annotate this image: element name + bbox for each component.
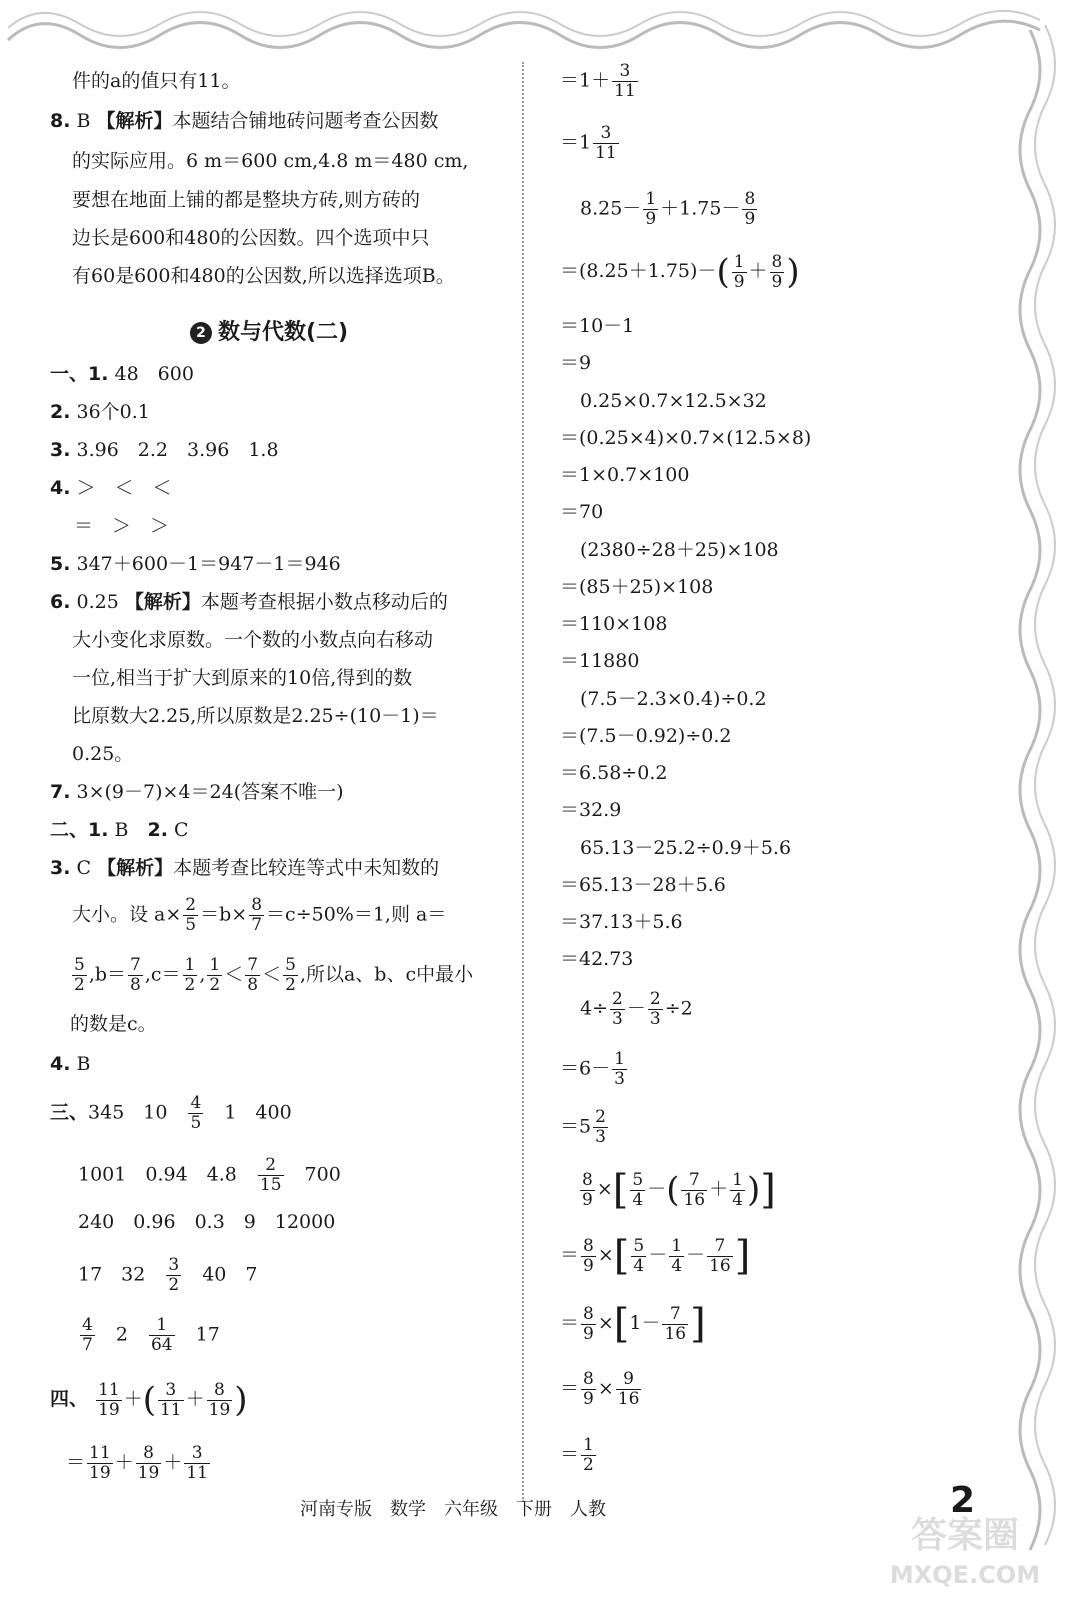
numerator: 1: [583, 1435, 594, 1455]
text: ＝1＋: [560, 69, 611, 92]
denominator: 4: [732, 1189, 743, 1210]
calc-line: (7.5－2.3×0.4)÷0.2: [580, 688, 767, 710]
text-line: 边长是600和480的公因数。四个选项中只: [72, 227, 430, 249]
q-number: 4.: [50, 477, 71, 499]
q-number: 6.: [50, 591, 71, 613]
operator: ＋: [163, 1451, 183, 1474]
denominator: 8: [130, 975, 141, 995]
numerator: 1: [184, 955, 196, 975]
answer-line: [50, 778, 344, 806]
calc-line: [560, 1436, 598, 1475]
section-number-badge: 2: [190, 322, 212, 344]
denominator: 9: [582, 1189, 593, 1210]
fraction: [662, 1305, 688, 1344]
calc-line: (2380÷28＋25)×108: [580, 539, 779, 561]
text-line: 比原数大2.25,所以原数是2.25÷(10－1)＝: [72, 705, 439, 727]
fraction: [87, 1444, 113, 1483]
operator: ＋: [114, 1451, 134, 1474]
numerator: 2: [612, 989, 623, 1009]
denominator: 9: [771, 271, 783, 292]
q-number: 三、: [50, 1101, 89, 1124]
numerator: 7: [130, 955, 141, 975]
operator: ＋: [185, 1388, 205, 1410]
denominator: 2: [583, 1455, 594, 1475]
denominator: 3: [612, 1009, 623, 1029]
fraction: [612, 62, 638, 101]
fraction: [681, 1171, 707, 1210]
denominator: 11: [614, 81, 636, 101]
answer: B: [114, 819, 129, 841]
numerator: 3: [593, 124, 619, 144]
bracket: [: [613, 1301, 630, 1347]
denominator: 4: [632, 1189, 644, 1210]
answer-line: [50, 436, 279, 464]
text: ＝b×: [200, 903, 248, 926]
operator: ＝: [560, 1312, 580, 1334]
q-number: 3.: [50, 857, 71, 879]
numerator: 8: [583, 1303, 594, 1324]
calc-line: 0.25×0.7×12.5×32: [580, 390, 767, 412]
bracket: ]: [760, 1167, 776, 1213]
fraction: [742, 190, 757, 229]
denominator: 4: [633, 1255, 645, 1276]
operator: ×: [597, 1377, 614, 1400]
fraction: [183, 896, 198, 935]
answer-line: [78, 1256, 257, 1295]
analysis-tag: 【解析】: [97, 857, 174, 879]
denominator: 19: [98, 1399, 120, 1420]
text: ,c＝: [144, 963, 181, 986]
denominator: 11: [595, 143, 617, 163]
analysis-tag: 【解析】: [124, 591, 201, 613]
calc-line: ＝42.73: [560, 948, 634, 970]
analysis-tag: 【解析】: [96, 110, 173, 132]
answer-line: ＝ ＞ ＞: [74, 515, 170, 537]
answer: 17: [195, 1323, 220, 1346]
denominator: 4: [671, 1255, 683, 1276]
numerator: 7: [707, 1237, 733, 1257]
denominator: 11: [159, 1399, 182, 1420]
paren: (: [716, 252, 730, 292]
calc-line: [578, 1168, 776, 1212]
numerator: 8: [744, 189, 756, 209]
denominator: 16: [709, 1255, 731, 1276]
denominator: 11: [186, 1463, 208, 1483]
numerator: 4: [190, 1093, 202, 1113]
denominator: 5: [185, 915, 197, 935]
text: 4÷: [580, 997, 609, 1020]
fraction: [183, 956, 198, 995]
paren: ): [746, 1170, 761, 1210]
numerator: 7: [247, 955, 259, 975]
calc-line: ＝11880: [560, 650, 640, 672]
calc-line: [560, 1370, 643, 1409]
text-line: 大小变化求原数。一个数的小数点向右移动: [72, 629, 434, 651]
answer-line: [50, 398, 150, 426]
text: ,b＝: [88, 963, 127, 986]
bracket: ]: [734, 1233, 751, 1279]
text-line: 的实际应用。6 m＝600 cm,4.8 m＝480 cm,: [72, 150, 469, 172]
q-number: 4.: [50, 1053, 71, 1075]
numerator: 3: [158, 1381, 184, 1401]
fraction: [631, 1237, 646, 1276]
text-line: [70, 956, 473, 995]
fraction: [166, 1256, 181, 1295]
operator: ＝: [560, 1377, 580, 1400]
q-number: 2.: [50, 401, 71, 423]
calc-line: ＝65.13－28＋5.6: [560, 874, 726, 896]
answer: 0.25: [76, 591, 119, 613]
answer: 347＋600－1＝947－1＝946: [76, 553, 341, 575]
numerator: 2: [258, 1156, 284, 1176]
calc-line: [560, 124, 621, 163]
denominator: 3: [614, 1069, 625, 1089]
answer: B: [76, 110, 91, 132]
text: 大小。设 a×: [72, 903, 182, 926]
answer: 36个0.1: [76, 401, 150, 423]
denominator: 8: [247, 975, 259, 995]
text: ＝6－: [560, 1057, 611, 1080]
denominator: 2: [285, 975, 296, 995]
denominator: 19: [137, 1463, 160, 1483]
fraction: [184, 1444, 210, 1483]
operator: ＋: [748, 260, 768, 282]
answer-line: [66, 1444, 212, 1483]
section-heading: [190, 318, 348, 348]
watermark-domain: MXQE.COM: [889, 1561, 1041, 1589]
q8-line: [50, 107, 439, 135]
calc-line: [560, 1050, 629, 1089]
text: ,所以a、b、c中最小: [299, 963, 474, 986]
text: ＝c÷50%＝1,则 a＝: [266, 903, 447, 926]
text: ＋1.75－: [660, 197, 741, 220]
operator: ×: [596, 1178, 613, 1200]
fraction: [580, 1171, 595, 1210]
numerator: 8: [582, 1169, 593, 1190]
answer: C: [173, 819, 189, 841]
answer-line: [50, 1050, 90, 1078]
fraction: [581, 1305, 596, 1344]
numerator: 8: [207, 1381, 233, 1401]
paren: (: [666, 1170, 680, 1210]
fraction: [128, 956, 143, 995]
fraction: [188, 1094, 203, 1133]
text: ＝(8.25＋1.75)－: [560, 260, 717, 282]
q-number: 3.: [50, 439, 71, 461]
denominator: 16: [664, 1323, 687, 1344]
text-line: 件的a的值只有11。: [72, 70, 241, 92]
fraction: [96, 1381, 122, 1420]
fraction: [283, 956, 298, 995]
denominator: 9: [744, 209, 756, 229]
denominator: 2: [209, 975, 221, 995]
denominator: 7: [82, 1335, 93, 1355]
fraction: [80, 1316, 95, 1355]
denominator: 2: [184, 975, 196, 995]
calc-line: ＝70: [560, 501, 604, 523]
numerator: 1: [614, 1049, 625, 1069]
calc-line: [560, 62, 640, 101]
text: 8.25－: [580, 197, 642, 220]
section-title: 数与代数(二): [218, 320, 349, 345]
numerator: 3: [612, 62, 638, 82]
fraction: [245, 956, 260, 995]
column-divider: [522, 62, 524, 1502]
answer: B: [76, 1053, 91, 1075]
page-footer: 河南专版 数学 六年级 下册 人教: [300, 1499, 606, 1520]
fraction: [616, 1370, 642, 1409]
fraction: [648, 990, 663, 1029]
q-number: 8.: [50, 110, 71, 132]
fraction: [581, 1237, 596, 1276]
denominator: 9: [583, 1323, 594, 1344]
fraction: [612, 1050, 627, 1089]
answer: C: [76, 857, 92, 879]
numerator: 5: [633, 1235, 645, 1256]
fraction: [669, 1237, 684, 1276]
text-line: 有60是600和480的公因数,所以选择选项B。: [72, 265, 455, 287]
numerator: 1: [732, 1169, 743, 1190]
calc-line: ＝32.9: [560, 799, 622, 821]
denominator: 16: [617, 1389, 640, 1409]
watermark-logo: [870, 1505, 1060, 1595]
answer-line: [50, 474, 172, 502]
denominator: 64: [150, 1335, 173, 1355]
text: 本题结合铺地砖问题考查公因数: [172, 110, 439, 132]
numerator: 4: [82, 1315, 93, 1335]
denominator: 9: [583, 1389, 594, 1409]
fraction: [207, 956, 222, 995]
numerator: 1: [209, 955, 221, 975]
text: ＜: [262, 963, 282, 986]
answer: 17 32: [78, 1263, 146, 1286]
calc-line: [560, 1234, 750, 1278]
bracket: ]: [690, 1301, 706, 1347]
calc-line: ＝(0.25×4)×0.7×(12.5×8): [560, 427, 812, 449]
denominator: 19: [208, 1399, 231, 1420]
denominator: 5: [190, 1113, 202, 1133]
numerator: 1: [645, 189, 657, 209]
denominator: 9: [733, 271, 745, 292]
answer: 3.96 2.2 3.96 1.8: [76, 439, 279, 461]
numerator: 7: [662, 1305, 688, 1325]
fraction: [158, 1381, 184, 1420]
operator: ＋: [123, 1388, 143, 1410]
fraction: [581, 1370, 596, 1409]
numerator: 5: [74, 955, 85, 975]
text-line: 一位,相当于扩大到原来的10倍,得到的数: [72, 667, 413, 689]
answer: ＞ ＜ ＜: [76, 477, 172, 499]
denominator: 7: [251, 915, 263, 935]
answer: 1001 0.94 4.8: [78, 1163, 237, 1186]
numerator: 8: [771, 251, 783, 272]
fraction: [770, 253, 785, 292]
text: ＜: [224, 963, 244, 986]
calc-line: [560, 1108, 610, 1147]
q-number: 四、: [50, 1388, 89, 1410]
numerator: 11: [98, 1379, 120, 1400]
answer: 3×(9－7)×4＝24(答案不唯一): [76, 781, 344, 803]
numerator: 2: [595, 1107, 606, 1127]
calc-line: ＝110×108: [560, 613, 668, 635]
page-number: 2: [950, 1480, 976, 1521]
numerator: 11: [89, 1443, 111, 1463]
fraction: [707, 1237, 733, 1276]
fraction: [593, 124, 619, 163]
calc-line: [580, 190, 759, 229]
fraction: [72, 956, 87, 995]
text-line: 要想在地面上铺的都是整块方砖,则方砖的: [72, 189, 421, 211]
text: 1－: [629, 1312, 661, 1334]
numerator: 2: [649, 989, 661, 1009]
operator: －: [686, 1244, 706, 1266]
numerator: 1: [733, 251, 745, 272]
numerator: 3: [184, 1444, 210, 1464]
denominator: 3: [649, 1009, 661, 1029]
fraction: [732, 253, 747, 292]
text: ＝5: [560, 1115, 592, 1138]
text: 本题考查比较连等式中未知数的: [173, 857, 440, 879]
operator: －: [647, 1178, 667, 1200]
fraction: [630, 1171, 645, 1210]
numerator: 3: [168, 1255, 180, 1275]
calc-line: [560, 252, 800, 292]
text-line: 的数是c。: [70, 1013, 157, 1035]
fraction: [258, 1156, 284, 1195]
operator: －: [648, 1244, 668, 1266]
answer-line: [50, 1380, 248, 1420]
text-line: [72, 896, 446, 935]
q-number: 二、1.: [50, 819, 109, 841]
text: ,: [199, 963, 206, 986]
operator: ×: [597, 1312, 614, 1334]
fraction: [593, 1108, 608, 1147]
answer-line: [50, 854, 439, 882]
calc-line: ＝10－1: [560, 315, 635, 337]
calc-line: ＝37.13＋5.6: [560, 911, 683, 933]
paren: (: [142, 1380, 156, 1420]
answer-line: [78, 1316, 220, 1355]
denominator: 15: [259, 1175, 282, 1195]
numerator: 8: [583, 1369, 594, 1389]
fraction: [136, 1444, 162, 1483]
answer: 1 400: [224, 1101, 292, 1124]
paren: ): [234, 1380, 248, 1420]
text: ＝1: [560, 131, 592, 154]
bracket: [: [613, 1233, 630, 1279]
calc-line: ＝(7.5－0.92)÷0.2: [560, 725, 732, 747]
calc-line: ＝9: [560, 352, 592, 374]
denominator: 2: [74, 975, 85, 995]
operator: ×: [597, 1244, 614, 1266]
calc-line: ＝1×0.7×100: [560, 464, 690, 486]
answer: 2: [115, 1323, 128, 1346]
text: 本题考查根据小数点移动后的: [200, 591, 448, 613]
numerator: 8: [583, 1235, 594, 1256]
numerator: 1: [149, 1316, 175, 1336]
text: ÷2: [664, 997, 693, 1020]
calc-line: ＝6.58÷0.2: [560, 762, 668, 784]
fraction: [207, 1381, 233, 1420]
fraction: [610, 990, 625, 1029]
text-line: 0.25。: [72, 743, 134, 765]
numerator: 9: [616, 1370, 642, 1390]
q-number: 7.: [50, 781, 71, 803]
denominator: 16: [683, 1189, 706, 1210]
numerator: 1: [671, 1235, 683, 1256]
answer-line: [78, 1156, 341, 1195]
answer-line: [50, 550, 341, 578]
fraction: [581, 1436, 596, 1475]
fraction: [643, 190, 658, 229]
calc-line: [560, 1302, 706, 1346]
q-number: 5.: [50, 553, 71, 575]
operator: ＋: [709, 1178, 729, 1200]
fraction: [730, 1171, 745, 1210]
q-number: 2.: [147, 819, 168, 841]
calc-line: [580, 990, 693, 1029]
answer: 700: [304, 1163, 341, 1186]
answer-line: 240 0.96 0.3 9 12000: [78, 1211, 336, 1233]
bracket: [: [612, 1167, 629, 1213]
numerator: 5: [285, 955, 296, 975]
paren: ): [786, 252, 800, 292]
answer-line: [50, 360, 194, 388]
fraction: [149, 1316, 175, 1355]
numerator: 2: [185, 895, 197, 915]
numerator: 8: [251, 895, 263, 915]
answer: 48 600: [114, 363, 194, 385]
denominator: 9: [583, 1255, 594, 1276]
operator: ＝: [560, 1443, 580, 1466]
operator: ＝: [560, 1244, 580, 1266]
denominator: 9: [645, 209, 657, 229]
numerator: 7: [681, 1171, 707, 1191]
answer: 40 7: [202, 1263, 258, 1286]
q-number: 一、1.: [50, 363, 109, 385]
operator: ＝: [66, 1451, 86, 1474]
watermark-text: 答案圈: [910, 1515, 1020, 1556]
denominator: 2: [168, 1275, 180, 1295]
answer: 345 10: [88, 1101, 168, 1124]
calc-line: 65.13－25.2÷0.9＋5.6: [580, 837, 792, 859]
denominator: 19: [89, 1463, 111, 1483]
operator: －: [626, 997, 646, 1020]
numerator: 5: [632, 1169, 644, 1190]
answer-line: [50, 816, 189, 844]
answer-line: [50, 1094, 292, 1133]
fraction: [249, 896, 264, 935]
calc-line: ＝(85＋25)×108: [560, 576, 714, 598]
answer-line: [50, 588, 448, 616]
denominator: 3: [595, 1127, 606, 1147]
numerator: 8: [136, 1444, 162, 1464]
